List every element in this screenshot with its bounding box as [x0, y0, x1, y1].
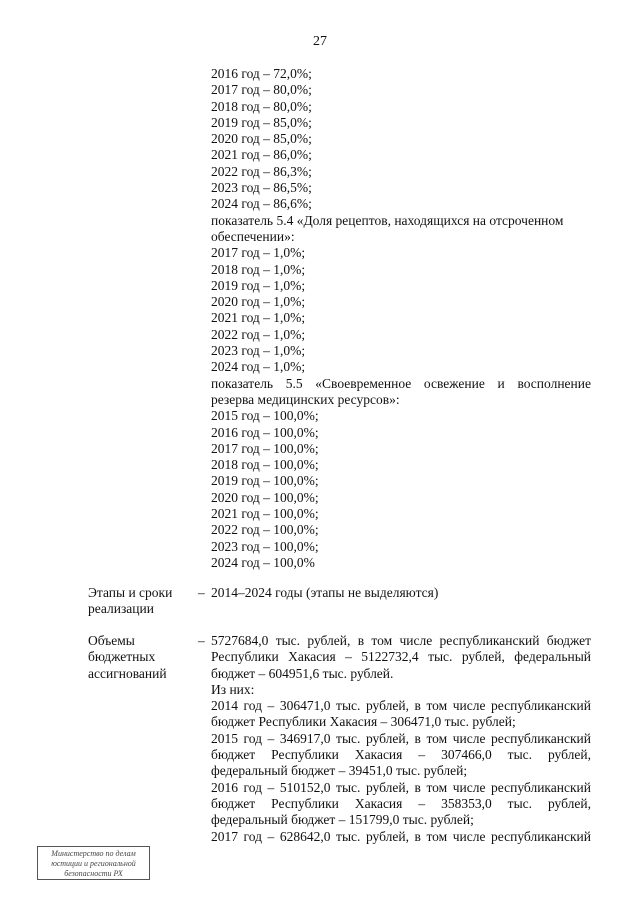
text-line: 2019 год – 85,0%; [211, 114, 312, 130]
text-line: федеральный бюджет – 151799,0 тыс. рублей; [211, 812, 474, 828]
text-line: 2022 год – 1,0%; [211, 326, 306, 342]
registration-stamp [37, 846, 150, 880]
indicator-list [211, 66, 591, 571]
funding-row [88, 633, 591, 845]
text-line: 2023 год – 1,0%; [211, 343, 306, 359]
text-line: 2014–2024 годы (этапы не выделяются) [211, 585, 439, 600]
text-line: Объемы [88, 633, 135, 648]
text-line: 2017 год – 1,0%; [211, 245, 306, 261]
text-line: 2018 год – 80,0%; [211, 98, 312, 114]
text-line: Республики Хакасия – 5122732,4 тыс. рублей, федеральный [211, 649, 591, 665]
text-line: 5727684,0 тыс. рублей, в том числе республиканский бюджет [211, 633, 591, 648]
text-line: 2022 год – 86,3%; [211, 163, 312, 179]
text-line: Из них: [211, 681, 255, 697]
text-line: 2018 год – 100,0%; [211, 457, 319, 473]
text-line: бюджетных [88, 649, 156, 665]
page-number: 27 [313, 34, 327, 49]
text-line: Этапы и сроки [88, 585, 173, 600]
text-line: 2021 год – 100,0%; [211, 506, 319, 522]
text-line: безопасности РХ [64, 869, 123, 878]
text-line: 2015 год – 346917,0 тыс. рублей, в том числе республиканский [211, 730, 591, 746]
text-line: 2019 год – 100,0%; [211, 473, 319, 489]
text-line: бюджет Республики Хакасия – 307466,0 тыс. рублей, [211, 747, 591, 763]
text-line: показатель 5.4 «Доля рецептов, находящихся на отсроченном [211, 212, 564, 228]
text-line: 2024 год – 86,6%; [211, 196, 312, 212]
text-line: 2024 год – 1,0%; [211, 359, 306, 375]
stages-dash: – [198, 585, 205, 600]
text-line: 2023 год – 86,5%; [211, 180, 312, 196]
text-line: реализации [88, 601, 154, 617]
text-line: бюджет Республики Хакасия – 306471,0 тыс. рублей; [211, 714, 516, 730]
text-line: 2020 год – 85,0%; [211, 131, 312, 147]
funding-label [88, 633, 198, 845]
stages-label [88, 585, 198, 618]
text-line: 2019 год – 1,0%; [211, 277, 306, 293]
text-line: 2023 год – 100,0%; [211, 538, 319, 554]
stages-row [88, 585, 591, 618]
text-line: 2016 год – 100,0%; [211, 424, 319, 440]
text-line: резерва медицинских ресурсов»: [211, 391, 400, 407]
text-line: 2017 год – 100,0%; [211, 440, 319, 456]
funding-dash: – [198, 633, 205, 648]
text-line: бюджет Республики Хакасия – 358353,0 тыс. рублей, [211, 795, 591, 811]
text-line: федеральный бюджет – 39451,0 тыс. рублей; [211, 763, 468, 779]
funding-body [211, 633, 591, 845]
text-line: 2024 год – 100,0% [211, 554, 315, 570]
stages-body [211, 585, 591, 618]
text-line: обеспечении»: [211, 228, 295, 244]
text-line: 2021 год – 86,0%; [211, 147, 312, 163]
text-line: 2022 год – 100,0%; [211, 522, 319, 538]
text-line: 2017 год – 80,0%; [211, 82, 312, 98]
text-line: ассигнований [88, 665, 167, 681]
text-line: показатель 5.5 «Своевременное освежение и восполнение [211, 375, 591, 391]
text-line: 2016 год – 510152,0 тыс. рублей, в том числе республиканский [211, 779, 591, 795]
text-line: 2020 год – 100,0%; [211, 489, 319, 505]
text-line: 2020 год – 1,0%; [211, 294, 306, 310]
text-line: Министерство по делам [51, 849, 136, 858]
text-line: 2017 год – 628642,0 тыс. рублей, в том числе республиканский [211, 828, 591, 844]
text-line: 2021 год – 1,0%; [211, 310, 306, 326]
text-line: 2015 год – 100,0%; [211, 408, 319, 424]
text-line: 2014 год – 306471,0 тыс. рублей, в том числе республиканский [211, 698, 591, 714]
text-line: 2016 год – 72,0%; [211, 66, 312, 81]
text-line: юстиции и региональной [51, 859, 136, 868]
text-line: 2018 год – 1,0%; [211, 261, 306, 277]
text-line: бюджет – 604951,6 тыс. рублей. [211, 665, 394, 681]
